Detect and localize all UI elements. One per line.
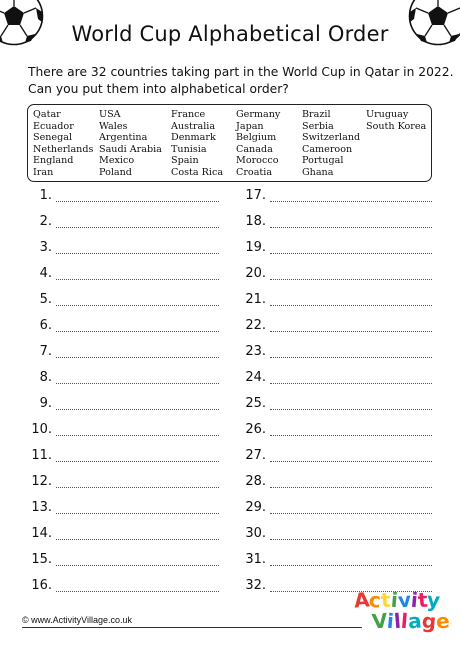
answer-line[interactable]	[56, 409, 219, 410]
country-column	[302, 109, 360, 179]
answer-line[interactable]	[270, 513, 432, 514]
country-name: Netherlands	[33, 143, 94, 155]
logo-letter: l	[400, 608, 410, 634]
answer-number: 18.	[245, 214, 266, 229]
country-name: Australia	[171, 120, 216, 132]
country-name: Portugal	[302, 155, 344, 167]
country-list-box	[27, 104, 432, 182]
answer-number: 15.	[31, 552, 52, 567]
answer-number: 29.	[245, 500, 266, 515]
answer-line[interactable]	[270, 227, 432, 228]
logo-letter: l	[393, 608, 403, 634]
answer-line[interactable]	[56, 591, 219, 592]
answer-number: 9.	[39, 396, 52, 411]
answer-number: 2.	[39, 214, 52, 229]
answer-line[interactable]	[270, 539, 432, 540]
answer-number: 31.	[245, 552, 266, 567]
answer-number: 17.	[245, 188, 266, 203]
logo-letter: y	[426, 587, 442, 613]
country-name: South Korea	[366, 120, 427, 132]
answer-line[interactable]	[56, 357, 219, 358]
country-name: Japan	[236, 120, 264, 132]
answer-line[interactable]	[56, 461, 219, 462]
country-column	[236, 109, 280, 179]
answer-number: 4.	[39, 266, 52, 281]
answer-line[interactable]	[56, 279, 219, 280]
answer-number: 7.	[39, 344, 52, 359]
answer-number: 14.	[31, 526, 52, 541]
answer-number: 24.	[245, 370, 266, 385]
answer-number: 23.	[245, 344, 266, 359]
answer-line[interactable]	[270, 487, 432, 488]
answer-line[interactable]	[56, 331, 219, 332]
answer-number: 22.	[245, 318, 266, 333]
country-name: Brazil	[302, 109, 331, 120]
answer-number: 20.	[245, 266, 266, 281]
page-title: World Cup Alphabetical Order	[71, 22, 389, 46]
answer-line[interactable]	[270, 201, 432, 202]
logo-letter: t	[416, 587, 429, 613]
country-name: Poland	[99, 166, 132, 178]
instructions-line-2: Can you put them into alphabetical order?	[28, 82, 289, 96]
country-column	[33, 109, 93, 179]
country-name: Saudi Arabia	[99, 143, 162, 155]
country-name: Mexico	[99, 155, 135, 167]
logo-letter: t	[380, 587, 392, 613]
answer-number: 16.	[31, 578, 52, 593]
answer-number: 8.	[39, 370, 52, 385]
country-name: Senegal	[33, 132, 73, 144]
answer-line[interactable]	[270, 305, 432, 306]
footer-copyright: © www.ActivityVillage.co.uk	[22, 615, 133, 625]
country-name: Denmark	[171, 132, 216, 144]
country-name: Ecuador	[33, 120, 74, 132]
answer-number: 5.	[39, 292, 52, 307]
answer-number: 19.	[245, 240, 266, 255]
country-name: Cameroon	[302, 143, 353, 155]
answer-line[interactable]	[56, 565, 219, 566]
footer-divider	[22, 627, 362, 628]
answer-number: 12.	[31, 474, 52, 489]
country-name: Argentina	[99, 132, 148, 144]
logo-letter: i	[389, 587, 399, 613]
answer-number: 13.	[31, 500, 52, 515]
answer-line[interactable]	[270, 461, 432, 462]
logo-letter: V	[370, 608, 389, 634]
answer-line[interactable]	[270, 253, 432, 254]
instructions-line-1: There are 32 countries taking part in the World Cup in Qatar in 2022.	[28, 65, 454, 79]
answer-line[interactable]	[270, 409, 432, 410]
answer-line[interactable]	[270, 435, 432, 436]
country-name: Wales	[99, 120, 128, 132]
logo-letter: a	[407, 608, 423, 634]
country-name: Qatar	[33, 109, 61, 120]
answer-line[interactable]	[56, 253, 219, 254]
country-name: Tunisia	[171, 143, 207, 155]
logo-letter: i	[386, 608, 396, 634]
logo-word-2	[370, 608, 451, 634]
country-name: England	[33, 155, 74, 167]
country-name: Switzerland	[302, 132, 361, 144]
logo-letter: g	[420, 608, 437, 634]
country-column	[99, 109, 162, 179]
country-name: Canada	[236, 143, 273, 155]
answer-line[interactable]	[56, 513, 219, 514]
instructions	[28, 64, 454, 98]
country-name: Morocco	[236, 155, 279, 167]
answer-number: 3.	[39, 240, 52, 255]
answer-line[interactable]	[270, 357, 432, 358]
logo-letter: c	[368, 587, 383, 613]
answer-line[interactable]	[56, 227, 219, 228]
country-name: Spain	[171, 155, 199, 167]
logo-letter: e	[434, 608, 451, 634]
answer-line[interactable]	[270, 565, 432, 566]
answer-line[interactable]	[56, 487, 219, 488]
answer-number: 26.	[245, 422, 266, 437]
country-name: Germany	[236, 109, 281, 120]
answer-number: 25.	[245, 396, 266, 411]
answer-number: 6.	[39, 318, 52, 333]
country-name: Uruguay	[366, 109, 409, 120]
country-name: Belgium	[236, 132, 277, 144]
logo-word-1	[352, 587, 442, 613]
answer-number: 21.	[245, 292, 266, 307]
country-name: Croatia	[236, 166, 273, 178]
answer-line[interactable]	[56, 201, 219, 202]
answer-line[interactable]	[270, 279, 432, 280]
logo-letter: A	[352, 587, 371, 613]
country-name: Costa Rica	[171, 166, 224, 178]
answer-line[interactable]	[56, 305, 219, 306]
answer-number: 11.	[31, 448, 52, 463]
answer-number: 1.	[39, 188, 52, 203]
answer-line[interactable]	[270, 331, 432, 332]
country-name: Ghana	[302, 166, 334, 178]
answer-line[interactable]	[56, 383, 219, 384]
country-name: Iran	[33, 166, 54, 178]
answer-number: 32.	[245, 578, 266, 593]
activity-village-logo	[352, 587, 451, 636]
country-name: USA	[99, 109, 121, 120]
answer-line[interactable]	[56, 435, 219, 436]
country-name: Serbia	[302, 120, 334, 132]
answer-number: 28.	[245, 474, 266, 489]
logo-letter: v	[396, 587, 412, 613]
answer-number: 27.	[245, 448, 266, 463]
country-name: France	[171, 109, 206, 120]
country-column	[366, 109, 426, 132]
answer-line[interactable]	[56, 539, 219, 540]
logo-letter: i	[409, 587, 419, 613]
answer-number: 10.	[31, 422, 52, 437]
answer-number: 30.	[245, 526, 266, 541]
country-column	[171, 109, 223, 179]
answer-line[interactable]	[270, 383, 432, 384]
